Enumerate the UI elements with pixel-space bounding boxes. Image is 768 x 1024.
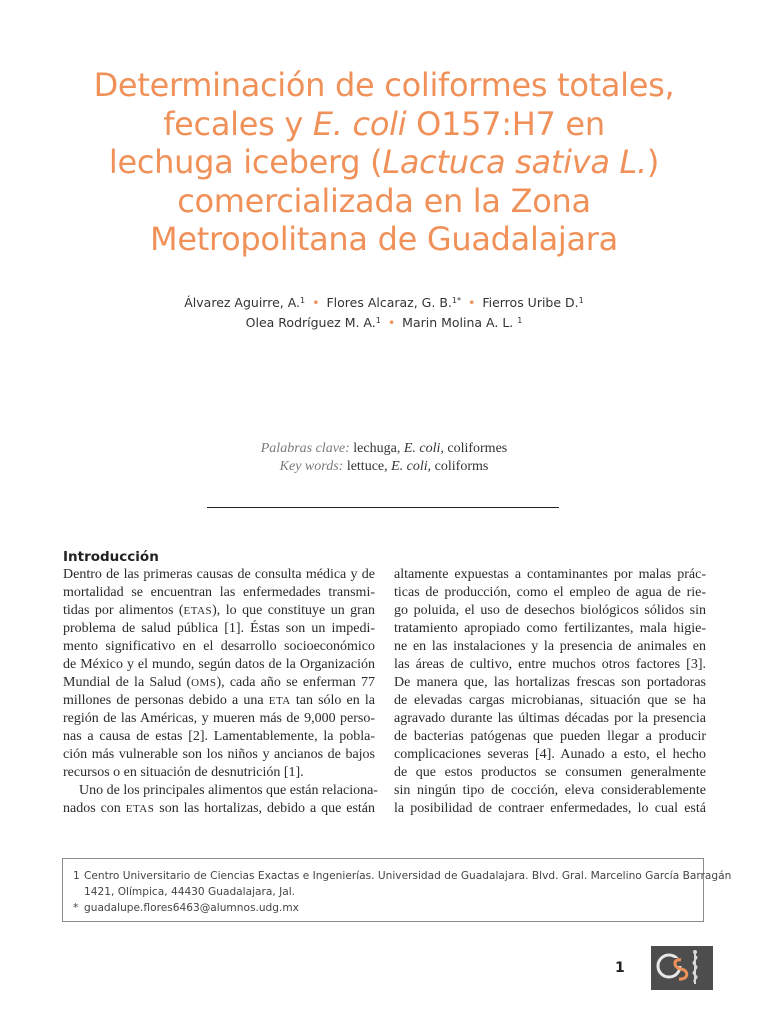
footnote-text: Centro Universitario de Ciencias Exactas e Ingenierías. Universidad de Guadalajara. Blvd. Gral. Marcelino García Barragán (84, 870, 732, 882)
journal-logo-icon (651, 946, 713, 990)
title-line: Determinación de coliformes totales, (93, 66, 675, 104)
author-row (40, 293, 728, 313)
body-line: recursos o en situación de desnutrición [1]. (63, 765, 304, 780)
body-column-right (394, 566, 706, 818)
affiliation-marker: 1 (375, 316, 381, 325)
body-line: complicaciones severas [4]. Aunado a esto, el hecho (394, 747, 706, 762)
body-line: las áreas de cultivo, entre muchos otros factores [3]. (394, 657, 706, 672)
body-line (63, 692, 375, 710)
body-line: tratamiento apropiado como fertilizantes, mala higie- (394, 621, 706, 636)
acronym: ETAS (125, 803, 155, 815)
affiliation-marker: 1* (451, 296, 461, 305)
body-line: de que estos productos se consumen generalmente (394, 765, 706, 780)
body-line: Uno de los principales alimentos que están relaciona- (79, 783, 378, 798)
body-line: go poluida, el uso de desechos biológicos sólidos sin (394, 603, 706, 618)
body-line: De manera que, las hortalizas frescas son portadoras (394, 675, 706, 690)
footnote-affiliation-cont: 1421, Olímpica, 44430 Guadalajara, Jal. (84, 886, 296, 898)
body-line: de bacterias patógenas que pueden llegar a producir (394, 729, 706, 744)
author-name: Fierros Uribe D. (482, 295, 579, 310)
author-row (40, 313, 728, 333)
affiliation-marker: 1 (578, 296, 584, 305)
keywords-es (140, 440, 628, 458)
title-text: O157:H7 en (406, 104, 605, 143)
body-line: de México y el mundo, según datos de la Organización (63, 657, 375, 672)
body-line (63, 800, 375, 818)
keywords-text: , coliforms (427, 459, 489, 474)
body-line: sin ningún tipo de cocción, eleva considerablemente (394, 783, 706, 798)
title-line: comercializada en la Zona (177, 181, 591, 220)
title-line (40, 105, 728, 144)
body-text: son las hortalizas, debido a que están (154, 801, 375, 816)
keywords-italic: E. coli (391, 459, 428, 474)
keywords-italic: E. coli (403, 441, 441, 456)
body-text: tidas por alimentos ( (63, 603, 184, 618)
author-name: Flores Alcaraz, G. B. (326, 295, 452, 310)
body-text: tan sólo en la (290, 693, 375, 708)
title-italic: E. coli (312, 104, 407, 143)
keywords-label: Key words: (279, 459, 344, 474)
title-line: Metropolitana de Guadalajara (150, 220, 618, 258)
body-line: mortalidad se encuentran las enfermedades transmi- (63, 585, 375, 600)
title-text: lechuga iceberg ( (108, 143, 383, 181)
affiliation-marker: 1 (517, 316, 523, 325)
title-line (40, 143, 728, 182)
author-list (40, 293, 728, 333)
footnote-affiliation (73, 868, 732, 884)
body-line: la posibilidad de contraer enfermedades, lo cual está (394, 801, 706, 816)
body-line: agravado durante las últimas décadas por la presencia (394, 711, 706, 726)
body-line (63, 602, 375, 620)
body-line: Dentro de las primeras causas de consulta médica y de (63, 567, 375, 582)
page-number: 1 (615, 960, 625, 976)
body-text: ), cada año se enferman 77 (216, 675, 375, 690)
title-italic: Lactuca sativa L. (382, 143, 647, 181)
acronym: ETA (268, 695, 291, 707)
body-line (63, 674, 375, 692)
author-name: Olea Rodríguez M. A. (245, 315, 376, 330)
footnotes-box (62, 858, 732, 922)
paper-title (40, 66, 728, 259)
body-text: nados con (63, 801, 126, 816)
keywords-label: Palabras clave: (260, 441, 350, 456)
keywords-text: lechuga, (349, 441, 404, 456)
body-line: altamente expuestas a contaminantes por malas prác- (394, 567, 706, 582)
body-column-left (63, 548, 378, 818)
keywords-text: , coliformes (440, 441, 508, 456)
title-text: ) (646, 143, 660, 181)
body-line: de elevadas cargas microbianas, situación que se ha (394, 693, 706, 708)
body-line: región de las Américas, y mueren más de 9,000 perso- (63, 711, 375, 726)
author-separator: • (387, 315, 396, 330)
body-line: nas a causa de estas [2]. Lamentablemente, la pobla- (63, 729, 375, 744)
author-separator: • (467, 295, 476, 310)
body-line: ticas de producción, como el empleo de agua de rie- (394, 585, 706, 600)
body-line: ción más vulnerable son los niños y ancianos de bajos (63, 747, 375, 762)
keywords-text: lettuce, (343, 459, 392, 474)
body-text: Mundial de la Salud ( (63, 675, 192, 690)
footnote-marker: 1 (73, 870, 80, 882)
journal-logo-graphic (651, 946, 713, 990)
acronym: OMS (191, 677, 217, 689)
keywords-block (140, 440, 628, 476)
keywords-divider (207, 507, 559, 508)
title-text: fecales y (163, 104, 313, 143)
body-line: mento significativo en el desarrollo socioeconómico (63, 639, 375, 654)
body-text: millones de personas debido a una (63, 693, 269, 708)
affiliation-marker: 1 (300, 296, 306, 305)
body-line: problema de salud pública [1]. Éstas son un impedi- (63, 621, 375, 636)
body-line: ne en las instalaciones y la presencia de animales en (394, 639, 706, 654)
acronym: ETAS (183, 605, 213, 617)
email-text: guadalupe.flores6463@alumnos.udg.mx (84, 902, 299, 914)
author-separator: • (312, 295, 320, 310)
author-name: Marin Molina A. L. (402, 315, 518, 330)
section-heading: Introducción (63, 549, 159, 565)
footnote-marker: * (73, 902, 79, 914)
author-name: Álvarez Aguirre, A. (184, 295, 301, 310)
body-text: ), lo que constituye un gran (212, 603, 376, 618)
footnote-email (73, 900, 693, 916)
keywords-en (140, 458, 628, 476)
